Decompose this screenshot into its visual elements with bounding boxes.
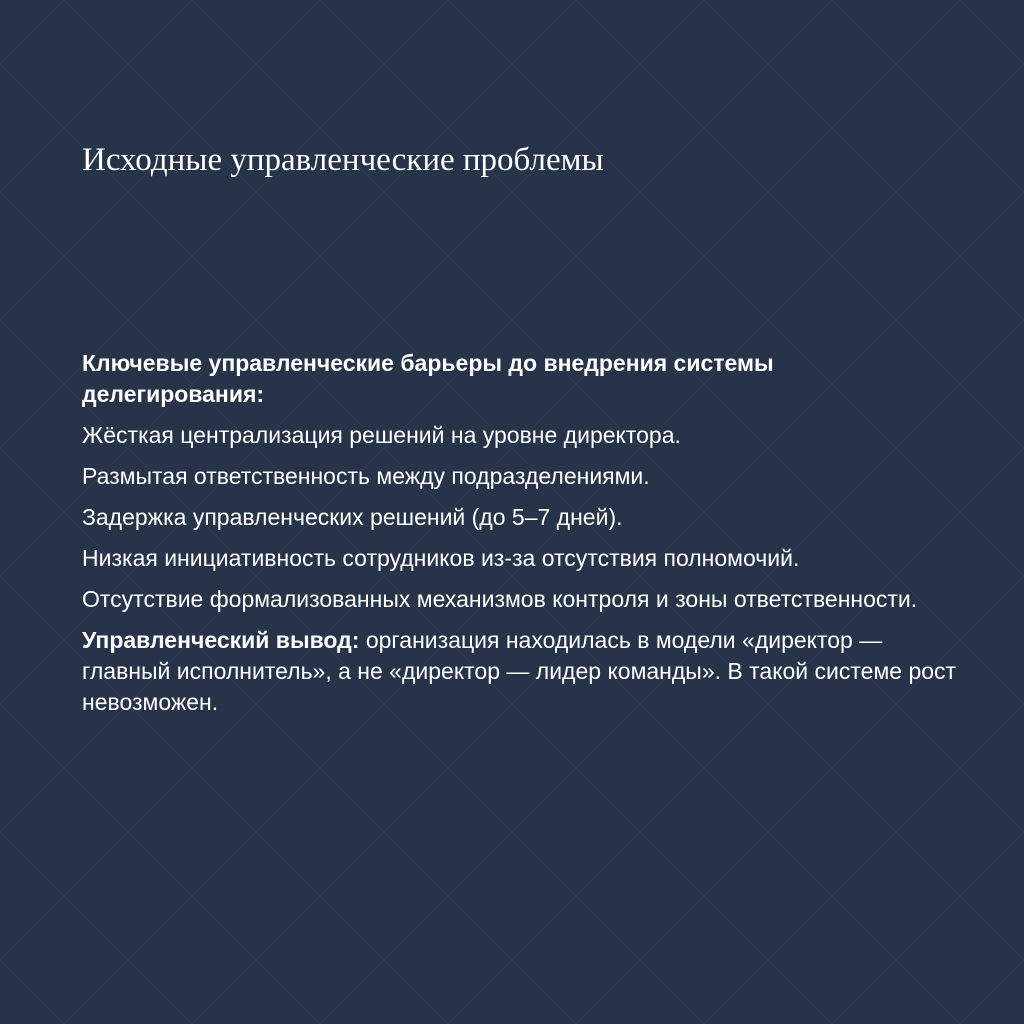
slide-content [82, 348, 962, 718]
conclusion-paragraph [82, 625, 962, 718]
barrier-item-2: Размытая ответственность между подразделениями. [82, 463, 650, 489]
barrier-item-5: Отсутствие формализованных механизмов контроля и зоны ответственности. [82, 586, 918, 612]
barriers-heading: Ключевые управленческие барьеры до внедрения системы делегирования: [82, 350, 774, 407]
barrier-item-3: Задержка управленческих решений (до 5–7 дней). [82, 504, 623, 530]
conclusion-text: организация находилась в модели «директор — главный исполнитель», а не «директор — лидер команды». В такой системе рост невозможен. [82, 627, 957, 715]
barrier-item-1: Жёсткая централизация решений на уровне директора. [82, 422, 681, 448]
barrier-item-4: Низкая инициативность сотрудников из-за отсутствия полномочий. [82, 545, 800, 571]
slide-title: Исходные управленческие проблемы [82, 142, 604, 178]
conclusion-label: Управленческий вывод: [82, 627, 360, 653]
